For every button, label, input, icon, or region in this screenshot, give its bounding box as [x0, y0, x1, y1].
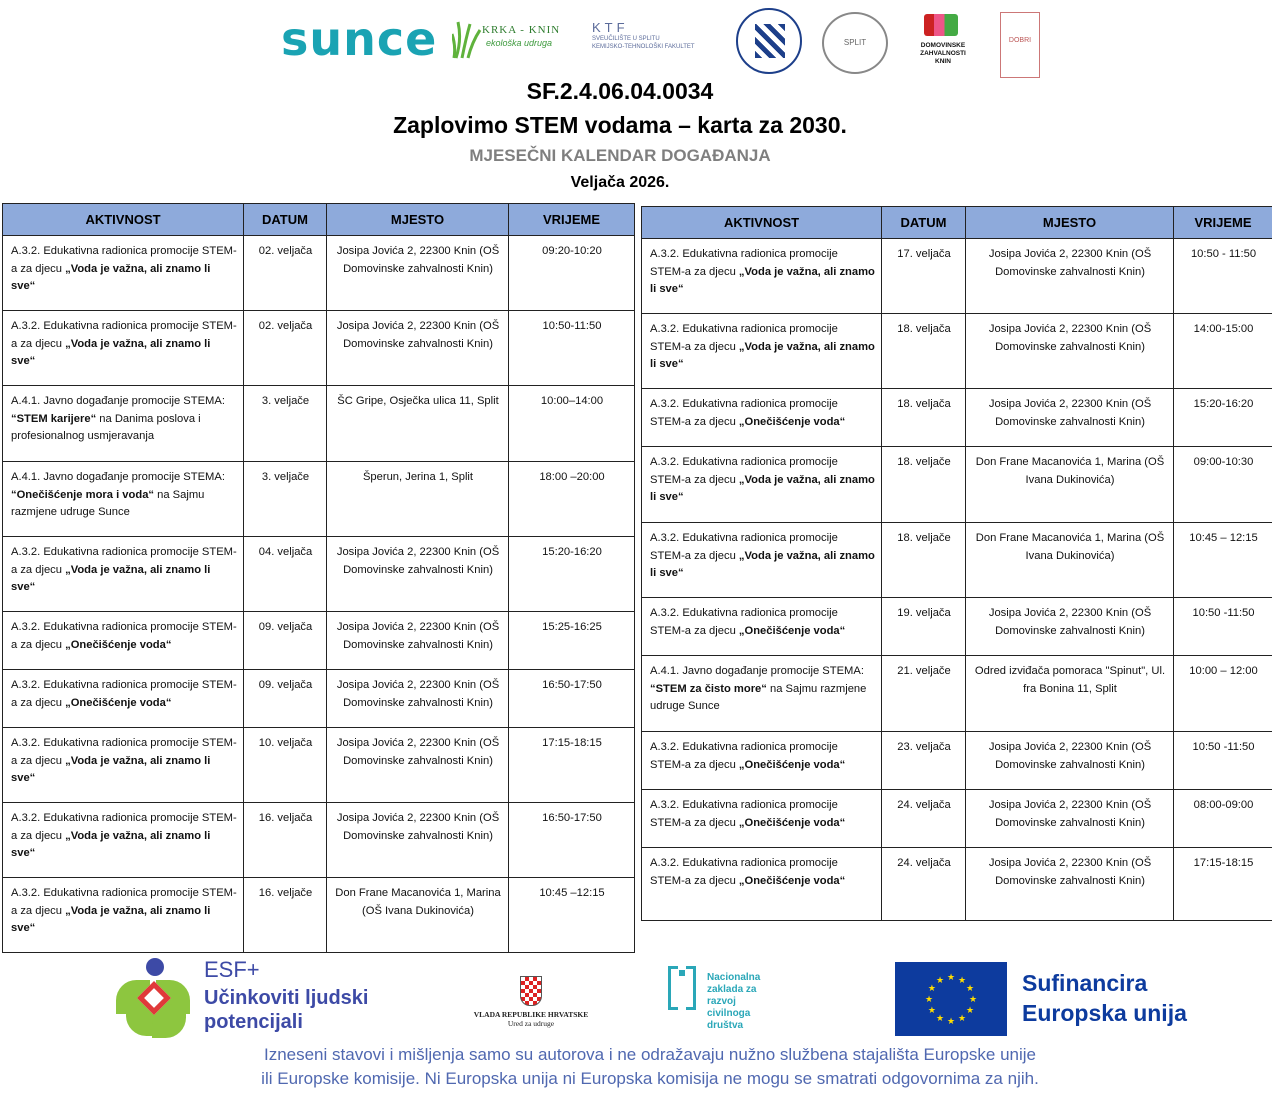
eu-star-icon: ★ [935, 1013, 945, 1024]
activity-title: “STEM karijere“ [11, 412, 97, 425]
time-cell: 10:50 -11:50 [1174, 598, 1272, 656]
place-cell: Don Frane Macanovića 1, Marina (OŠ Ivana Dukinovića) [966, 523, 1174, 598]
activity-title: „Onečišćenje voda“ [738, 624, 846, 637]
project-title: Zaplovimo STEM vodama – karta za 2030. [393, 112, 847, 138]
time-cell: 17:15-18:15 [1174, 848, 1272, 921]
activity-text: A.3.2. Edukativna radionica promocije STEM-a za djecu [11, 812, 237, 842]
activity-title: „Voda je važna, ali znamo li sve“ [650, 473, 875, 503]
activity-title: „Onečišćenje voda“ [65, 696, 172, 709]
place-cell: Josipa Jovića 2, 22300 Knin (OŠ Domovinske zahvalnosti Knin) [966, 239, 1174, 314]
place-cell: Josipa Jovića 2, 22300 Knin (OŠ Domovinske zahvalnosti Knin) [327, 670, 509, 728]
government-office-logo-text [468, 1010, 594, 1028]
date-cell: 16. veljače [244, 878, 327, 953]
activity-cell [3, 462, 244, 537]
activity-title: „Onečišćenje voda“ [738, 874, 846, 887]
activity-cell [642, 447, 882, 523]
time-cell: 09:00-10:30 [1174, 447, 1272, 523]
place-cell: ŠC Gripe, Osječka ulica 11, Split [327, 386, 509, 462]
table-row [642, 848, 1272, 921]
date-cell: 19. veljača [882, 598, 966, 656]
checkerboard-icon [755, 24, 785, 58]
table-row [3, 311, 635, 386]
school-logo-text: DOMOVINSKE ZAHVALNOSTI KNIN [920, 42, 966, 65]
table-row [642, 790, 1272, 848]
university-of-split-logo [736, 8, 802, 74]
time-cell: 17:15-18:15 [509, 728, 635, 803]
place-cell: Josipa Jovića 2, 22300 Knin (OŠ Domovinske zahvalnosti Knin) [966, 314, 1174, 389]
table-row [3, 728, 635, 803]
activity-text: A.3.2. Edukativna radionica promocije STEM-a za djecu [650, 741, 838, 771]
ktf-logo-title: KTF [592, 20, 629, 35]
table-row [642, 447, 1272, 523]
place-cell: Don Frane Macanovića 1, Marina (OŠ Ivana Dukinovića) [327, 878, 509, 953]
activity-cell [3, 670, 244, 728]
activity-title: „Onečišćenje voda“ [738, 415, 846, 428]
activity-title: „Voda je važna, ali znamo li sve“ [11, 337, 211, 367]
eu-cofunded-line-2: Europska unija [1022, 1000, 1187, 1026]
book-icon [924, 14, 958, 36]
activity-text: A.4.1. Javno događanje promocije STEMA: [11, 395, 225, 407]
activity-text: A.3.2. Edukativna radionica promocije STEM-a za djecu [650, 607, 838, 637]
activity-title: „Onečišćenje voda“ [738, 816, 846, 829]
activity-text: A.4.1. Javno događanje promocije STEMA: [650, 665, 864, 677]
date-cell: 24. veljača [882, 790, 966, 848]
time-cell: 15:20-16:20 [509, 537, 635, 612]
activity-title: „Voda je važna, ali znamo li sve“ [11, 563, 211, 593]
partner-logos [0, 8, 1272, 74]
activity-text: A.3.2. Edukativna radionica promocije STEM-a za djecu [650, 456, 838, 486]
date-cell: 21. veljače [882, 656, 966, 732]
events-table-left [2, 203, 635, 953]
time-cell: 15:25-16:25 [509, 612, 635, 670]
date-cell: 24. veljača [882, 848, 966, 921]
eu-star-icon: ★ [957, 1013, 967, 1024]
ktf-logo-sub-1: SVEUČILIŠTE U SPLITU [592, 36, 660, 42]
date-cell: 04. veljača [244, 537, 327, 612]
activity-text: A.3.2. Edukativna radionica promocije STEM-a za djecu [11, 679, 237, 709]
disclaimer-line-1: Izneseni stavovi i mišljenja samo su autorova i ne odražavaju nužno službena stajališta Europske unije [263, 1045, 1037, 1064]
date-cell: 02. veljača [244, 311, 327, 386]
government-line-1: VLADA REPUBLIKE HRVATSKE [473, 1010, 589, 1019]
project-code: SF.2.4.06.04.0034 [526, 78, 714, 104]
activity-cell [642, 523, 882, 598]
sunce-logo: sunce [281, 12, 438, 66]
column-header-activity: AKTIVNOST [642, 207, 882, 239]
activity-text: A.3.2. Edukativna radionica promocije STEM-a za djecu [11, 320, 237, 350]
government-line-2: Ured za udruge [507, 1019, 555, 1028]
reed-icon [452, 20, 482, 60]
krka-knin-logo [452, 18, 574, 62]
table-row [3, 537, 635, 612]
table-row [642, 523, 1272, 598]
activity-title: „Voda je važna, ali znamo li sve“ [650, 265, 875, 295]
calendar-subtitle: MJESEČNI KALENDAR DOGAĐANJA [469, 146, 771, 165]
table-row [3, 386, 635, 462]
table-row [3, 236, 635, 311]
place-cell: Josipa Jovića 2, 22300 Knin (OŠ Domovinske zahvalnosti Knin) [966, 389, 1174, 447]
column-header-activity: AKTIVNOST [3, 204, 244, 236]
esf-programme-line-2: potencijali [204, 1011, 303, 1033]
date-cell: 17. veljača [882, 239, 966, 314]
eu-star-icon: ★ [946, 1016, 956, 1026]
activity-cell [3, 537, 244, 612]
esf-plus-label: ESF+ [204, 957, 260, 982]
place-cell: Josipa Jovića 2, 22300 Knin (OŠ Domovinske zahvalnosti Knin) [327, 728, 509, 803]
activity-text: A.3.2. Edukativna radionica promocije STEM-a za djecu [650, 857, 838, 887]
place-cell: Don Frane Macanovića 1, Marina (OŠ Ivana Dukinovića) [966, 447, 1174, 523]
esf-programme-name [204, 986, 368, 1034]
table-row [642, 314, 1272, 389]
place-cell: Odred izviđača pomoraca "Spinut", Ul. fra Bonina 11, Split [966, 656, 1174, 732]
date-cell: 3. veljače [244, 386, 327, 462]
column-header-date: DATUM [244, 204, 327, 236]
date-cell: 18. veljače [882, 447, 966, 523]
activity-text-suffix: na Sajmu razmjene udruge Sunce [11, 488, 205, 518]
calendar-month: Veljača 2026. [570, 174, 670, 191]
activity-text: A.3.2. Edukativna radionica promocije STEM-a za djecu [650, 323, 838, 353]
time-cell: 09:20-10:20 [509, 236, 635, 311]
activity-cell [3, 236, 244, 311]
dobri-logo: DOBRI [1000, 12, 1040, 78]
time-cell: 18:00 –20:00 [509, 462, 635, 537]
krka-logo-title: KRKA - KNIN [482, 24, 561, 36]
table-row [3, 878, 635, 953]
esf-programme-line-1: Učinkoviti ljudski [204, 987, 369, 1009]
place-cell: Josipa Jovića 2, 22300 Knin (OŠ Domovinske zahvalnosti Knin) [327, 537, 509, 612]
activity-cell [642, 239, 882, 314]
table-row [642, 239, 1272, 314]
activity-cell [3, 878, 244, 953]
table-row [642, 598, 1272, 656]
activity-text: A.4.1. Javno događanje promocije STEMA: [11, 471, 225, 483]
eu-star-icon: ★ [966, 1005, 975, 1015]
table-header-row [642, 207, 1272, 239]
esf-flower-icon [116, 958, 190, 1038]
activity-cell [642, 848, 882, 921]
date-cell: 18. veljača [882, 389, 966, 447]
activity-title: „Voda je važna, ali znamo li sve“ [11, 262, 211, 292]
eu-star-icon: ★ [924, 994, 934, 1004]
krka-logo-subtitle: ekološka udruga [486, 38, 553, 48]
activity-cell [642, 389, 882, 447]
activity-title: „Voda je važna, ali znamo li sve“ [650, 549, 875, 579]
column-header-time: VRIJEME [1174, 207, 1272, 239]
eu-disclaimer [160, 1043, 1140, 1091]
activity-text-suffix: na Danima poslova i profesionalnog usmjeravanja [11, 412, 201, 442]
eu-star-icon: ★ [927, 983, 936, 993]
place-cell: Josipa Jovića 2, 22300 Knin (OŠ Domovinske zahvalnosti Knin) [966, 732, 1174, 790]
time-cell: 10:00–14:00 [509, 386, 635, 462]
ktf-logo-sub-2: KEMIJSKO-TEHNOLOŠKI FAKULTET [592, 44, 695, 50]
activity-text: A.3.2. Edukativna radionica promocije STEM-a za djecu [11, 245, 237, 275]
date-cell: 16. veljača [244, 803, 327, 878]
place-cell: Josipa Jovića 2, 22300 Knin (OŠ Domovinske zahvalnosti Knin) [327, 311, 509, 386]
column-header-place: MJESTO [966, 207, 1174, 239]
table-row [3, 670, 635, 728]
activity-title: „Onečišćenje voda“ [65, 638, 172, 651]
table-row [642, 656, 1272, 732]
activity-cell [642, 732, 882, 790]
place-cell: Josipa Jovića 2, 22300 Knin (OŠ Domovinske zahvalnosti Knin) [327, 612, 509, 670]
activity-cell [3, 728, 244, 803]
eu-star-icon: ★ [968, 994, 978, 1004]
place-cell: Josipa Jovića 2, 22300 Knin (OŠ Domovinske zahvalnosti Knin) [327, 803, 509, 878]
date-cell: 18. veljače [882, 523, 966, 598]
national-foundation-text: Nacionalna zaklada za razvoj civilnoga društva [707, 972, 761, 1031]
activity-text: A.3.2. Edukativna radionica promocije STEM-a za djecu [11, 737, 237, 767]
column-header-place: MJESTO [327, 204, 509, 236]
activity-text: A.3.2. Edukativna radionica promocije STEM-a za djecu [11, 546, 237, 576]
activity-text: A.3.2. Edukativna radionica promocije STEM-a za djecu [650, 799, 838, 829]
date-cell: 02. veljača [244, 236, 327, 311]
eu-flag-icon [895, 962, 1007, 1036]
eu-star-icon: ★ [946, 972, 956, 982]
activity-text-suffix: na Sajmu razmjene udruge Sunce [650, 682, 867, 712]
eu-star-icon: ★ [935, 974, 945, 985]
time-cell: 10:50 -11:50 [1174, 732, 1272, 790]
activity-text: A.3.2. Edukativna radionica promocije STEM-a za djecu [11, 621, 237, 651]
place-cell: Josipa Jovića 2, 22300 Knin (OŠ Domovinske zahvalnosti Knin) [327, 236, 509, 311]
activity-title: “Onečišćenje mora i voda“ [11, 488, 155, 501]
activity-title: „Voda je važna, ali znamo li sve“ [11, 904, 211, 934]
activity-cell [3, 803, 244, 878]
activity-cell [642, 656, 882, 732]
activity-cell [3, 311, 244, 386]
place-cell: Josipa Jovića 2, 22300 Knin (OŠ Domovinske zahvalnosti Knin) [966, 790, 1174, 848]
time-cell: 15:20-16:20 [1174, 389, 1272, 447]
activity-title: „Voda je važna, ali znamo li sve“ [650, 340, 875, 370]
table-header-row [3, 204, 635, 236]
time-cell: 10:45 –12:15 [509, 878, 635, 953]
eu-cofunded-line-1: Sufinancira [1022, 970, 1148, 996]
activity-cell [642, 598, 882, 656]
table-row [642, 732, 1272, 790]
date-cell: 23. veljača [882, 732, 966, 790]
activity-text: A.3.2. Edukativna radionica promocije STEM-a za djecu [650, 398, 838, 428]
table-row [642, 389, 1272, 447]
date-cell: 18. veljača [882, 314, 966, 389]
time-cell: 10:00 – 12:00 [1174, 656, 1272, 732]
activity-title: “STEM za čisto more“ [650, 682, 767, 695]
activity-text: A.3.2. Edukativna radionica promocije STEM-a za djecu [650, 248, 838, 278]
date-cell: 09. veljača [244, 612, 327, 670]
events-table-right [641, 206, 1272, 921]
place-cell: Josipa Jovića 2, 22300 Knin (OŠ Domovinske zahvalnosti Knin) [966, 848, 1174, 921]
activity-cell [3, 612, 244, 670]
time-cell: 16:50-17:50 [509, 670, 635, 728]
place-cell: Josipa Jovića 2, 22300 Knin (OŠ Domovinske zahvalnosti Knin) [966, 598, 1174, 656]
activity-text: A.3.2. Edukativna radionica promocije STEM-a za djecu [11, 887, 237, 917]
eu-star-icon: ★ [957, 974, 967, 985]
column-header-date: DATUM [882, 207, 966, 239]
ktf-logo [592, 20, 722, 64]
place-cell: Šperun, Jerina 1, Split [327, 462, 509, 537]
table-row [3, 462, 635, 537]
time-cell: 10:50-11:50 [509, 311, 635, 386]
time-cell: 08:00-09:00 [1174, 790, 1272, 848]
activity-title: „Voda je važna, ali znamo li sve“ [11, 754, 211, 784]
time-cell: 10:45 – 12:15 [1174, 523, 1272, 598]
disclaimer-line-2: ili Europske komisije. Ni Europska unija ni Europska komisija ne mogu se smatrati odgovornima za njih. [261, 1069, 1039, 1088]
eu-star-icon: ★ [927, 1005, 936, 1015]
school-logo [912, 12, 974, 76]
date-cell: 09. veljača [244, 670, 327, 728]
bracket-icon [668, 966, 698, 1010]
time-cell: 10:50 - 11:50 [1174, 239, 1272, 314]
date-cell: 10. veljača [244, 728, 327, 803]
time-cell: 14:00-15:00 [1174, 314, 1272, 389]
activity-title: „Voda je važna, ali znamo li sve“ [11, 829, 211, 859]
activity-text: A.3.2. Edukativna radionica promocije STEM-a za djecu [650, 532, 838, 562]
time-cell: 16:50-17:50 [509, 803, 635, 878]
activity-cell [642, 790, 882, 848]
activity-cell [642, 314, 882, 389]
split-seal-logo: SPLIT [822, 12, 888, 74]
activity-cell [3, 386, 244, 462]
activity-title: „Onečišćenje voda“ [738, 758, 846, 771]
table-row [3, 612, 635, 670]
column-header-time: VRIJEME [509, 204, 635, 236]
table-row [3, 803, 635, 878]
date-cell: 3. veljače [244, 462, 327, 537]
eu-star-icon: ★ [966, 983, 975, 993]
croatian-coat-of-arms-icon [520, 976, 542, 1006]
